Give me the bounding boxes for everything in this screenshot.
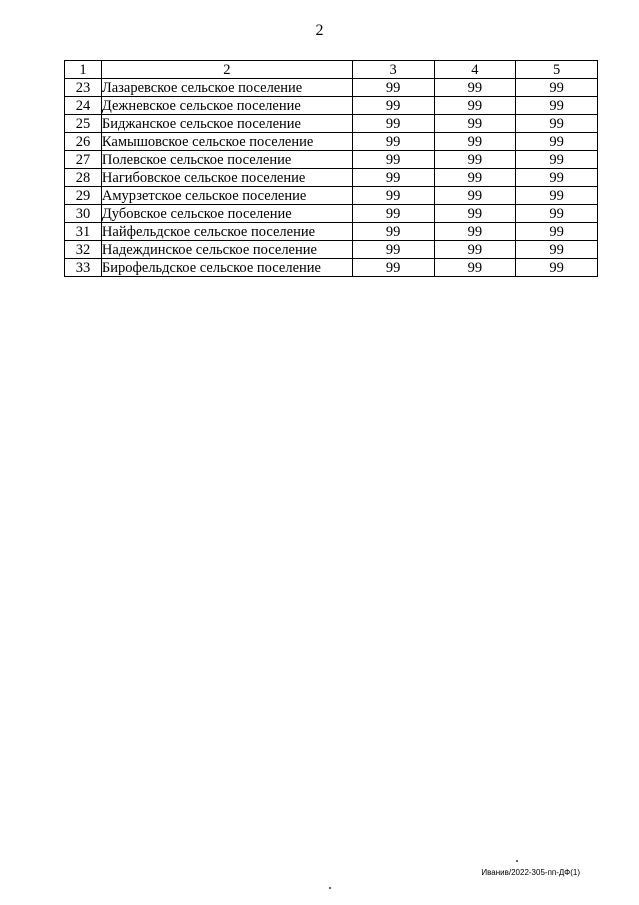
settlement-name: Бирофельдское сельское поселение bbox=[101, 259, 352, 277]
table-header-row bbox=[65, 61, 598, 79]
settlement-name: Биджанское сельское поселение bbox=[101, 115, 352, 133]
row-number: 30 bbox=[65, 205, 102, 223]
document-code: Иванив/2022-305-пп-ДФ(1) bbox=[481, 868, 580, 877]
value-col-4: 99 bbox=[434, 79, 516, 97]
settlement-name: Камышовское сельское поселение bbox=[101, 133, 352, 151]
table-row bbox=[65, 151, 598, 169]
settlement-name: Дубовское сельское поселение bbox=[101, 205, 352, 223]
value-col-5: 99 bbox=[516, 115, 598, 133]
value-col-5: 99 bbox=[516, 187, 598, 205]
header-cell-3: 3 bbox=[352, 61, 434, 79]
value-col-3: 99 bbox=[352, 79, 434, 97]
value-col-5: 99 bbox=[516, 223, 598, 241]
page-number: 2 bbox=[315, 22, 324, 39]
row-number: 23 bbox=[65, 79, 102, 97]
value-col-3: 99 bbox=[352, 205, 434, 223]
value-col-4: 99 bbox=[434, 169, 516, 187]
value-col-5: 99 bbox=[516, 259, 598, 277]
row-number: 26 bbox=[65, 133, 102, 151]
row-number: 32 bbox=[65, 241, 102, 259]
table-row bbox=[65, 223, 598, 241]
settlement-name: Найфельдское сельское поселение bbox=[101, 223, 352, 241]
settlement-name: Дежневское сельское поселение bbox=[101, 97, 352, 115]
value-col-3: 99 bbox=[352, 133, 434, 151]
row-number: 28 bbox=[65, 169, 102, 187]
value-col-4: 99 bbox=[434, 115, 516, 133]
value-col-4: 99 bbox=[434, 97, 516, 115]
value-col-3: 99 bbox=[352, 259, 434, 277]
table-row bbox=[65, 259, 598, 277]
settlement-name: Амурзетское сельское поселение bbox=[101, 187, 352, 205]
value-col-3: 99 bbox=[352, 187, 434, 205]
table-row bbox=[65, 133, 598, 151]
table-row bbox=[65, 97, 598, 115]
row-number: 27 bbox=[65, 151, 102, 169]
settlement-name: Надеждинское сельское поселение bbox=[101, 241, 352, 259]
value-col-3: 99 bbox=[352, 97, 434, 115]
data-table bbox=[64, 60, 598, 277]
table-row bbox=[65, 187, 598, 205]
row-number: 31 bbox=[65, 223, 102, 241]
table-row bbox=[65, 169, 598, 187]
value-col-5: 99 bbox=[516, 133, 598, 151]
value-col-5: 99 bbox=[516, 205, 598, 223]
value-col-5: 99 bbox=[516, 241, 598, 259]
scan-speck bbox=[516, 860, 518, 862]
value-col-5: 99 bbox=[516, 169, 598, 187]
value-col-4: 99 bbox=[434, 187, 516, 205]
value-col-4: 99 bbox=[434, 223, 516, 241]
table-body bbox=[65, 61, 598, 277]
header-cell-2: 2 bbox=[101, 61, 352, 79]
row-number: 24 bbox=[65, 97, 102, 115]
value-col-4: 99 bbox=[434, 133, 516, 151]
table-row bbox=[65, 115, 598, 133]
value-col-4: 99 bbox=[434, 151, 516, 169]
value-col-4: 99 bbox=[434, 205, 516, 223]
value-col-5: 99 bbox=[516, 151, 598, 169]
value-col-3: 99 bbox=[352, 151, 434, 169]
value-col-3: 99 bbox=[352, 169, 434, 187]
header-cell-4: 4 bbox=[434, 61, 516, 79]
value-col-4: 99 bbox=[434, 241, 516, 259]
header-cell-5: 5 bbox=[516, 61, 598, 79]
settlement-name: Нагибовское сельское поселение bbox=[101, 169, 352, 187]
row-number: 33 bbox=[65, 259, 102, 277]
header-cell-1: 1 bbox=[65, 61, 102, 79]
settlement-name: Полевское сельское поселение bbox=[101, 151, 352, 169]
settlement-name: Лазаревское сельское поселение bbox=[101, 79, 352, 97]
scan-speck bbox=[329, 887, 331, 889]
value-col-5: 99 bbox=[516, 79, 598, 97]
table-row bbox=[65, 205, 598, 223]
table-row bbox=[65, 241, 598, 259]
value-col-3: 99 bbox=[352, 223, 434, 241]
table-row bbox=[65, 79, 598, 97]
value-col-3: 99 bbox=[352, 241, 434, 259]
value-col-5: 99 bbox=[516, 97, 598, 115]
row-number: 25 bbox=[65, 115, 102, 133]
row-number: 29 bbox=[65, 187, 102, 205]
value-col-3: 99 bbox=[352, 115, 434, 133]
value-col-4: 99 bbox=[434, 259, 516, 277]
